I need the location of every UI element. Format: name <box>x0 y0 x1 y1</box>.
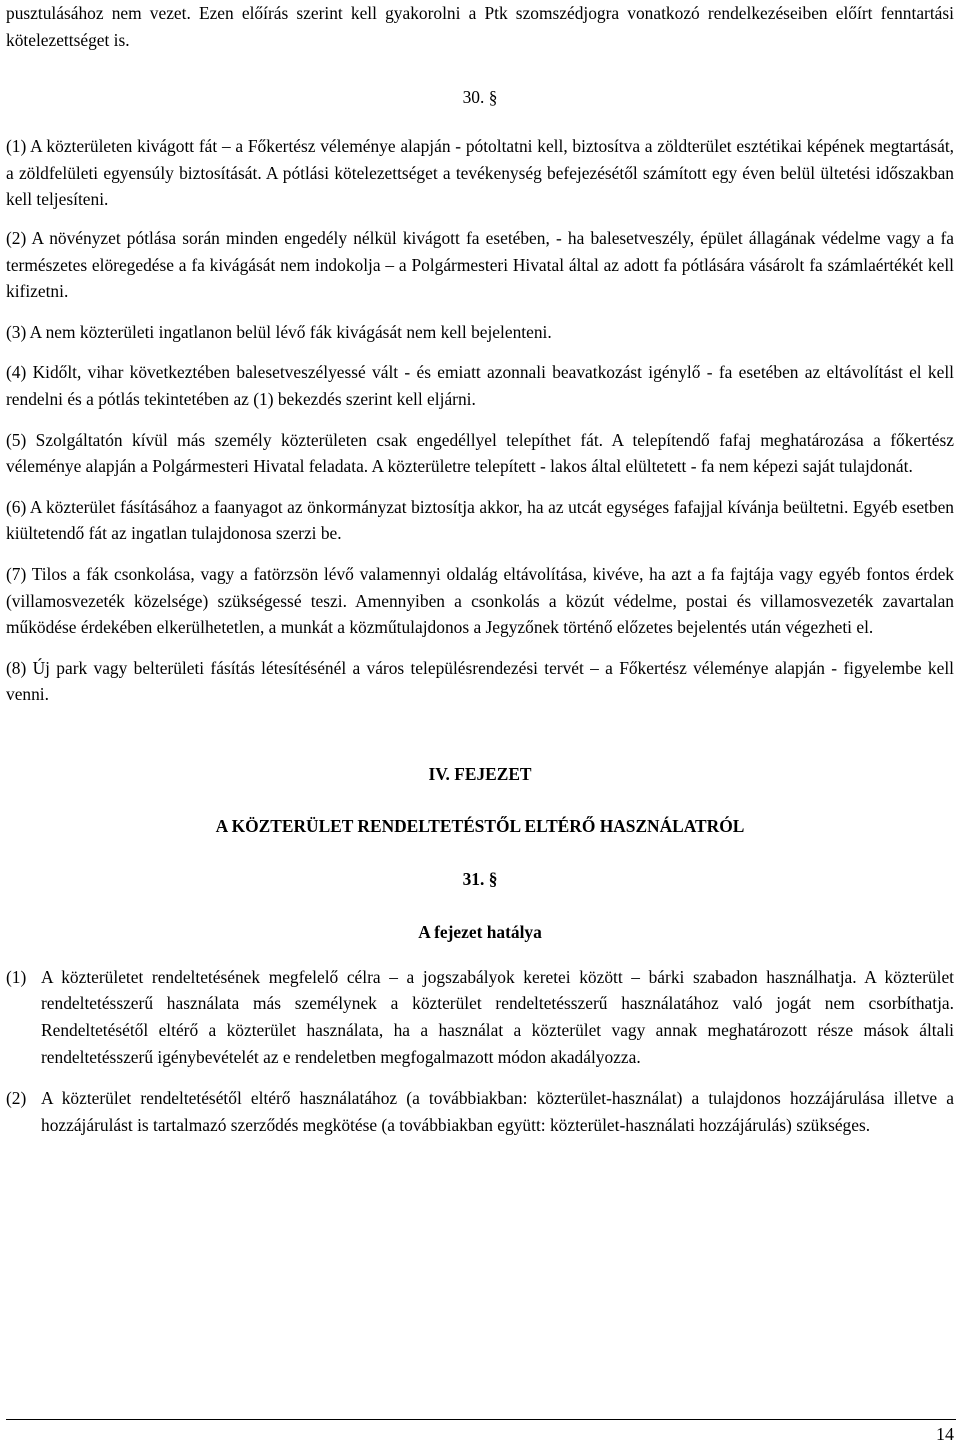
item-text: A közterület rendeltetésétől eltérő használatához (a továbbiakban: közterület-használat) a tulajdonos hozzájárulása illetve a hozzájárulást is tartalmazó szerződés megkötése (a továbbiakban együtt: közterület-használati hozzájárulás) szükséges. <box>41 1088 954 1135</box>
section-31-subtitle: A fejezet hatálya <box>418 921 542 942</box>
intro-paragraph: pusztulásához nem vezet. Ezen előírás szerint kell gyakorolni a Ptk szomszédjogra vonatkozó rendelkezéseiben előírt fenntartási kötelezettséget is. <box>6 3 954 50</box>
section-30-paragraph-3: (3) A nem közterületi ingatlanon belül lévő fák kivágását nem kell bejelenteni. <box>6 321 552 342</box>
item-text: A közterületet rendeltetésének megfelelő célra – a jogszabályok keretei között – bárki szabadon használhatja. A közterület rendeltetésszerű használata más személynek a közterület rendeltetésszerű használatához való jogát nem csorbíthatja. Rendeltetésétől eltérő a közterület használata, ha a használat a közterület vagy annak meghatározott része mások általi rendeltetésszerű igénybevételét az e rendeletben megfogalmazott módon akadályozza. <box>41 966 954 1067</box>
section-31-item-1 <box>6 964 954 1070</box>
section-30-paragraph-8: (8) Új park vagy belterületi fásítás létesítésénél a város településrendezési tervét – a Főkertész véleménye alapján - figyelembe kell venni. <box>6 657 954 705</box>
section-30-paragraph-4: (4) Kidőlt, vihar következtében balesetveszélyessé vált - és emiatt azonnali beavatkozást igénylő - fa esetében az eltávolítást el kell rendelni és a pótlás tekintetében az (1) bekezdés szerint kell eljárni. <box>6 362 954 409</box>
item-number: (1) <box>6 966 27 987</box>
chapter-title: A KÖZTERÜLET RENDELTETÉSTŐL ELTÉRŐ HASZNÁLATRÓL <box>215 815 745 836</box>
section-30-heading: 30. § <box>462 87 498 108</box>
section-31-heading: 31. § <box>462 868 498 889</box>
section-30-paragraph-6: (6) A közterület fásításához a faanyagot az önkormányzat biztosítja akkor, ha az utcát egységes fafajjal kívánja beültetni. Egyéb esetben kiültetendő fát az ingatlan tulajdonosa szerzi be. <box>6 496 954 544</box>
section-30-paragraph-2: (2) A növényzet pótlása során minden engedély nélkül kivágott fa esetében, - ha balesetveszély, épület állagának védelme vagy a fa természetes elöregedése a fa kivágását nem indokolja – a Polgármesteri Hivatal által az adott fa pótlására vásárolt fa számlaértékét kell kifizetni. <box>6 227 954 302</box>
chapter-number: IV. FEJEZET <box>428 763 532 784</box>
item-number: (2) <box>6 1088 27 1109</box>
section-30-paragraph-1: (1) A közterületen kivágott fát – a Főkertész véleménye alapján - pótoltatni kell, biztosítva a zöldterület esztétikai képének megtartását, a zöldfelületi egyensúly biztosítását. A pótlási kötelezettséget a tevékenység befejezésétől számított egy éven belül ültetési időszakban kell teljesíteni. <box>6 136 954 210</box>
section-30-paragraph-5: (5) Szolgáltatón kívül más személy közterületen csak engedéllyel telepíthet fát. A telepítendő fafaj meghatározása a főkertész véleménye alapján a Polgármesteri Hivatal feladata. A közterületre telepített - lakos által elültetett - fa nem képezi saját tulajdonát. <box>6 429 954 477</box>
footer-rule <box>6 1419 956 1420</box>
document-page <box>6 0 954 1138</box>
section-30-paragraph-7: (7) Tilos a fák csonkolása, vagy a fatörzsön lévő valamennyi oldalág eltávolítása, kivéve, ha azt a fa fajtája vagy egyéb fontos érdek (villamosvezeték közelsége) szükségessé teszi. Amennyiben a csonkolás a közút védelme, postai és villamosvezeték zavartalan működése érdekében elkerülhetetlen, a munkát a közműtulajdonos a Jegyzőnek történő előzetes bejelentés után végezheti el. <box>6 563 954 638</box>
section-31-item-2 <box>6 1085 954 1138</box>
page-number: 14 <box>936 1424 954 1444</box>
